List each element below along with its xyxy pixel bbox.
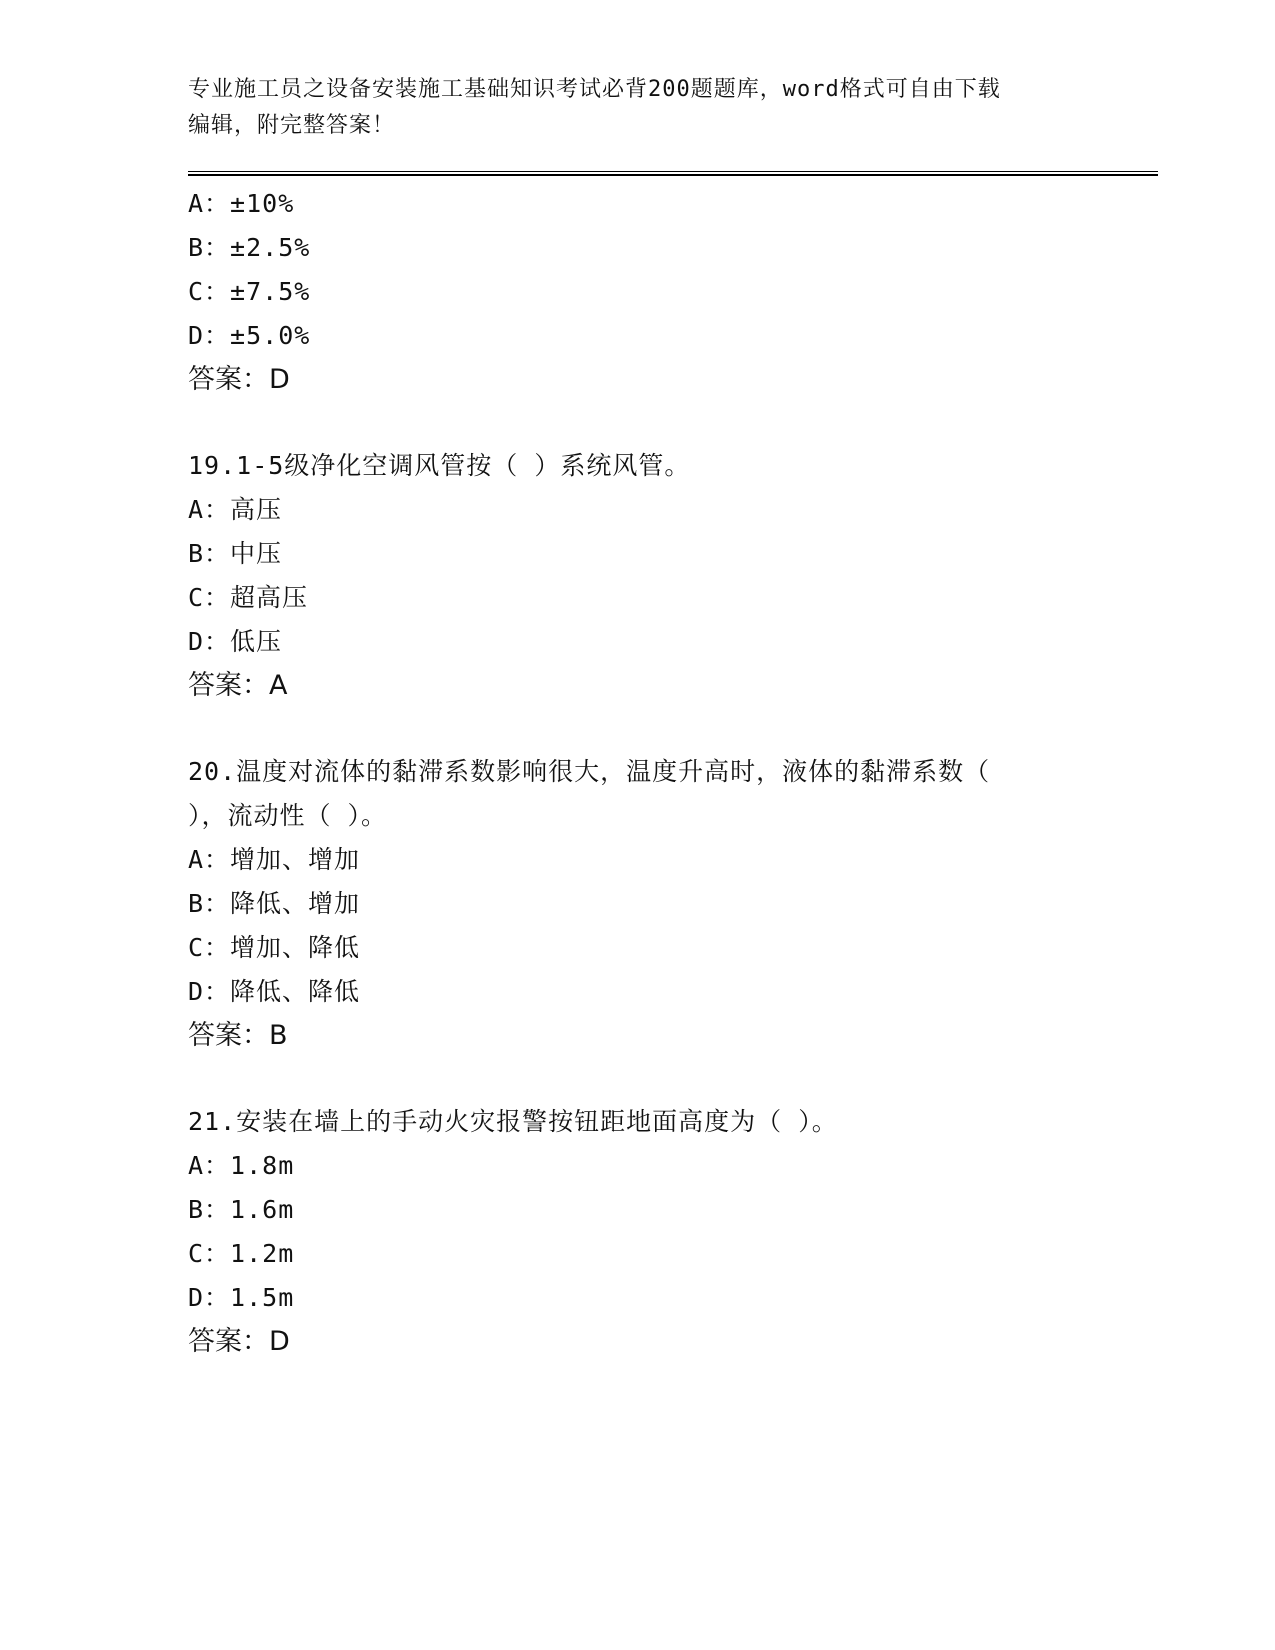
option-b: B：中压 (188, 539, 283, 568)
option-b: B：±2.5% (188, 233, 311, 262)
question-stem-line-2: ），流动性（ ）。 (188, 801, 388, 830)
header-title-line-2: 编辑，附完整答案！ (188, 113, 396, 138)
option-c: C：±7.5% (188, 277, 311, 306)
answer-label: 答案：D (188, 364, 290, 395)
option-c: C：增加、降低 (188, 933, 361, 962)
question-stem-line-1: 20.温度对流体的黏滞系数影响很大，温度升高时，液体的黏滞系数（ (188, 757, 991, 786)
header-title-line-1: 专业施工员之设备安装施工基础知识考试必背200题题库，word格式可自由下载 (188, 77, 1001, 102)
question-stem: 21.安装在墙上的手动火灾报警按钮距地面高度为（ ）。 (188, 1107, 838, 1136)
option-b: B：降低、增加 (188, 889, 361, 918)
option-d: D：±5.0% (188, 321, 311, 350)
answer-label: 答案：A (188, 670, 288, 701)
option-a: A：±10% (188, 189, 295, 218)
option-d: D：降低、降低 (188, 977, 361, 1006)
option-c: C：超高压 (188, 583, 309, 612)
document-header (188, 72, 1088, 144)
header-divider-thin (188, 171, 1158, 172)
option-a: A：高压 (188, 495, 283, 524)
header-divider-thick (188, 174, 1158, 176)
option-a: A：1.8m (188, 1151, 295, 1180)
option-a: A：增加、增加 (188, 845, 361, 874)
answer-label: 答案：D (188, 1326, 290, 1357)
question-stem: 19.1-5级净化空调风管按（ ）系统风管。 (188, 451, 691, 480)
option-b: B：1.6m (188, 1195, 295, 1224)
option-d: D：低压 (188, 627, 283, 656)
option-d: D：1.5m (188, 1283, 295, 1312)
answer-label: 答案：B (188, 1020, 288, 1051)
option-c: C：1.2m (188, 1239, 295, 1268)
